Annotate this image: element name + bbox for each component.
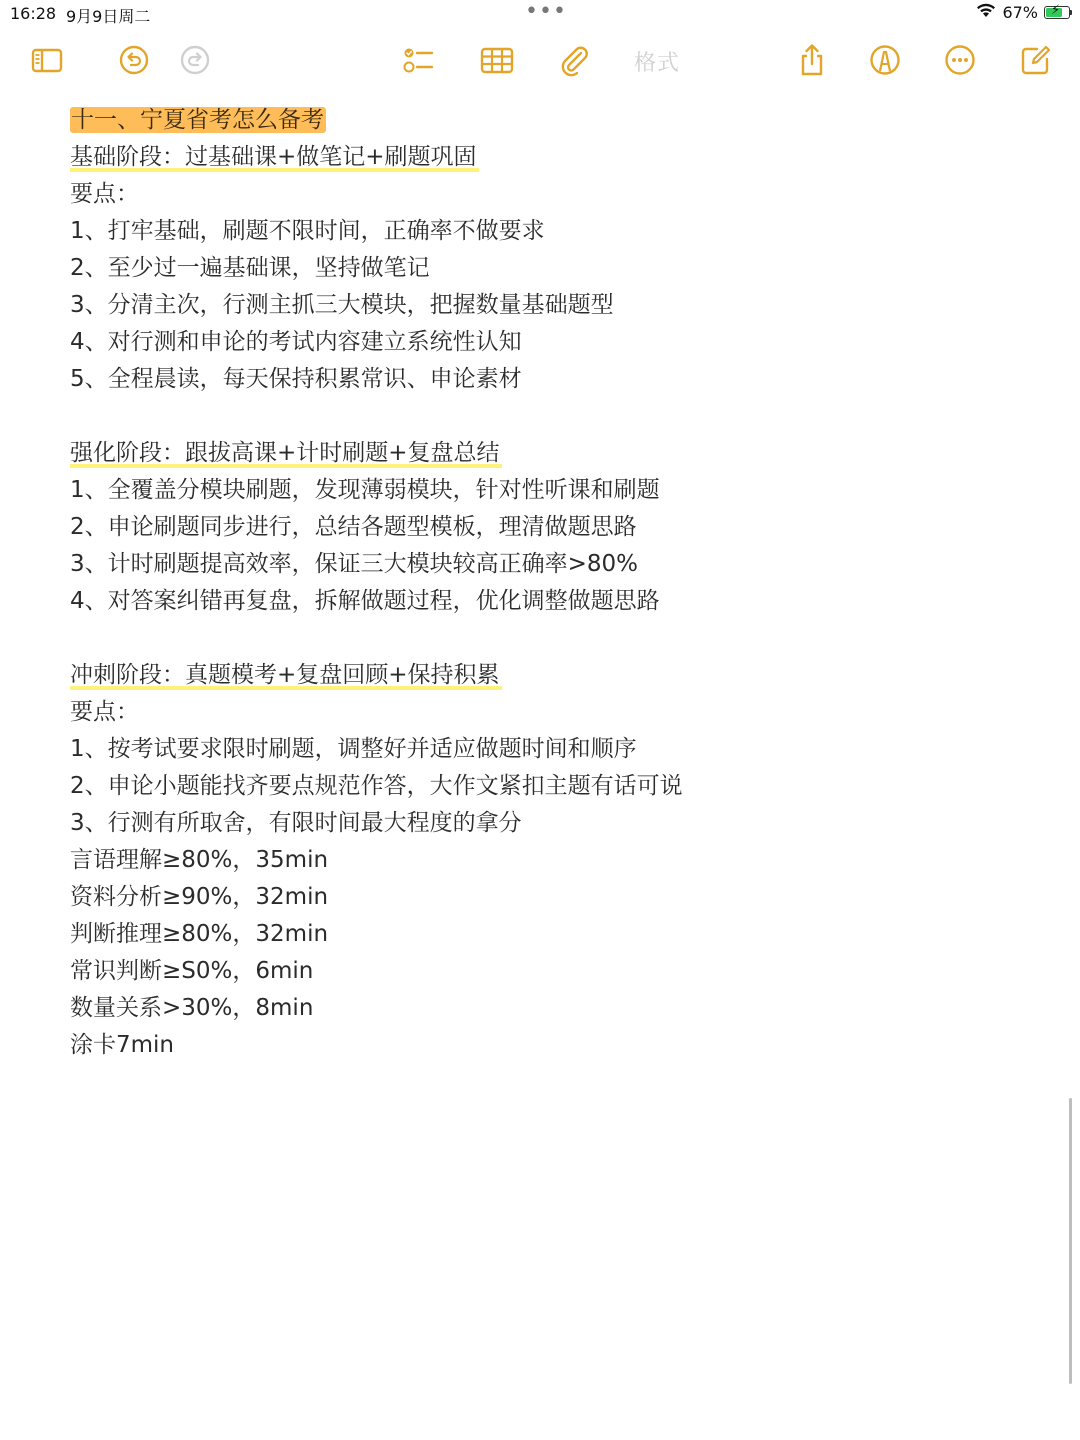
undo-button[interactable] xyxy=(112,38,156,82)
sprint-points-label: 要点： xyxy=(70,699,139,725)
markup-button[interactable] xyxy=(863,38,907,82)
foundation-item: 3、分清主次，行测主抓三大模块，把握数量基础题型 xyxy=(70,292,614,318)
intensive-item: 3、计时刷题提高效率，保证三大模块较高正确率>80% xyxy=(70,551,639,577)
foundation-stage-line xyxy=(70,139,1030,176)
foundation-stage-title: 基础阶段：过基础课+做笔记+刷题巩固 xyxy=(70,144,477,170)
sprint-target: 数量关系>30%，8min xyxy=(70,995,314,1021)
table-icon xyxy=(479,42,515,78)
sprint-item: 2、申论小题能找齐要点规范作答，大作文紧扣主题有话可说 xyxy=(70,773,683,799)
status-indicators xyxy=(976,3,1072,22)
blank-line xyxy=(70,620,1030,657)
scroll-indicator[interactable] xyxy=(1069,1098,1072,1384)
more-options-button[interactable] xyxy=(938,38,982,82)
sprint-item: 3、行测有所取舍，有限时间最大程度的拿分 xyxy=(70,810,522,836)
note-heading-line xyxy=(70,102,1030,139)
ellipsis-circle-icon xyxy=(942,42,978,78)
paperclip-icon xyxy=(556,42,592,78)
intensive-item: 2、申论刷题同步进行，总结各题型模板，理清做题思路 xyxy=(70,514,637,540)
foundation-item: 2、至少过一遍基础课，坚持做笔记 xyxy=(70,255,430,281)
battery-icon xyxy=(1044,3,1070,19)
foundation-item: 4、对行测和申论的考试内容建立系统性认知 xyxy=(70,329,522,355)
sprint-stage-line xyxy=(70,657,1030,694)
notes-toolbar xyxy=(0,38,1080,84)
note-heading: 十一、宁夏省考怎么备考 xyxy=(71,107,324,133)
intensive-item: 1、全覆盖分模块刷题，发现薄弱模块，针对性听课和刷题 xyxy=(70,477,660,503)
charging-bolt-icon: ⚡ xyxy=(1051,3,1061,18)
blank-line xyxy=(70,398,1030,435)
compose-icon xyxy=(1018,42,1054,78)
foundation-points-label: 要点： xyxy=(70,181,139,207)
multitasking-dots[interactable]: ••• xyxy=(525,0,567,24)
foundation-item: 5、全程晨读，每天保持积累常识、申论素材 xyxy=(70,366,522,392)
checklist-button[interactable] xyxy=(396,38,440,82)
redo-button[interactable] xyxy=(173,38,217,82)
status-bar xyxy=(0,0,1080,28)
sprint-target: 常识判断≥S0%，6min xyxy=(70,958,314,984)
sidebar-icon xyxy=(29,42,65,78)
intensive-item: 4、对答案纠错再复盘，拆解做题过程，优化调整做题思路 xyxy=(70,588,660,614)
table-button[interactable] xyxy=(475,38,519,82)
battery-percent: 67% xyxy=(1002,3,1038,22)
foundation-item: 1、打牢基础，刷题不限时间，正确率不做要求 xyxy=(70,218,545,244)
intensive-stage-line xyxy=(70,435,1030,472)
checklist-icon xyxy=(400,42,436,78)
status-date: 9月9日周二 xyxy=(66,7,151,26)
new-note-button[interactable] xyxy=(1014,38,1058,82)
share-button[interactable] xyxy=(790,38,834,82)
sprint-target: 判断推理≥80%，32min xyxy=(70,921,329,947)
sidebar-toggle-button[interactable] xyxy=(25,38,69,82)
note-body[interactable] xyxy=(70,102,1030,1064)
pen-markup-icon xyxy=(867,42,903,78)
sprint-target: 涂卡7min xyxy=(70,1032,175,1058)
attachment-button[interactable] xyxy=(552,38,596,82)
sprint-target: 言语理解≥80%，35min xyxy=(70,847,329,873)
sprint-item: 1、按考试要求限时刷题，调整好并适应做题时间和顺序 xyxy=(70,736,637,762)
format-button[interactable]: 格式 xyxy=(634,51,681,76)
intensive-stage-title: 强化阶段：跟拔高课+计时刷题+复盘总结 xyxy=(70,440,500,466)
sprint-stage-title: 冲刺阶段：真题模考+复盘回顾+保持积累 xyxy=(70,662,500,688)
share-icon xyxy=(794,42,830,78)
undo-icon xyxy=(116,42,152,78)
wifi-icon xyxy=(976,3,996,22)
status-time: 16:28 xyxy=(10,4,57,23)
redo-icon xyxy=(177,42,213,78)
sprint-target: 资料分析≥90%，32min xyxy=(70,884,329,910)
